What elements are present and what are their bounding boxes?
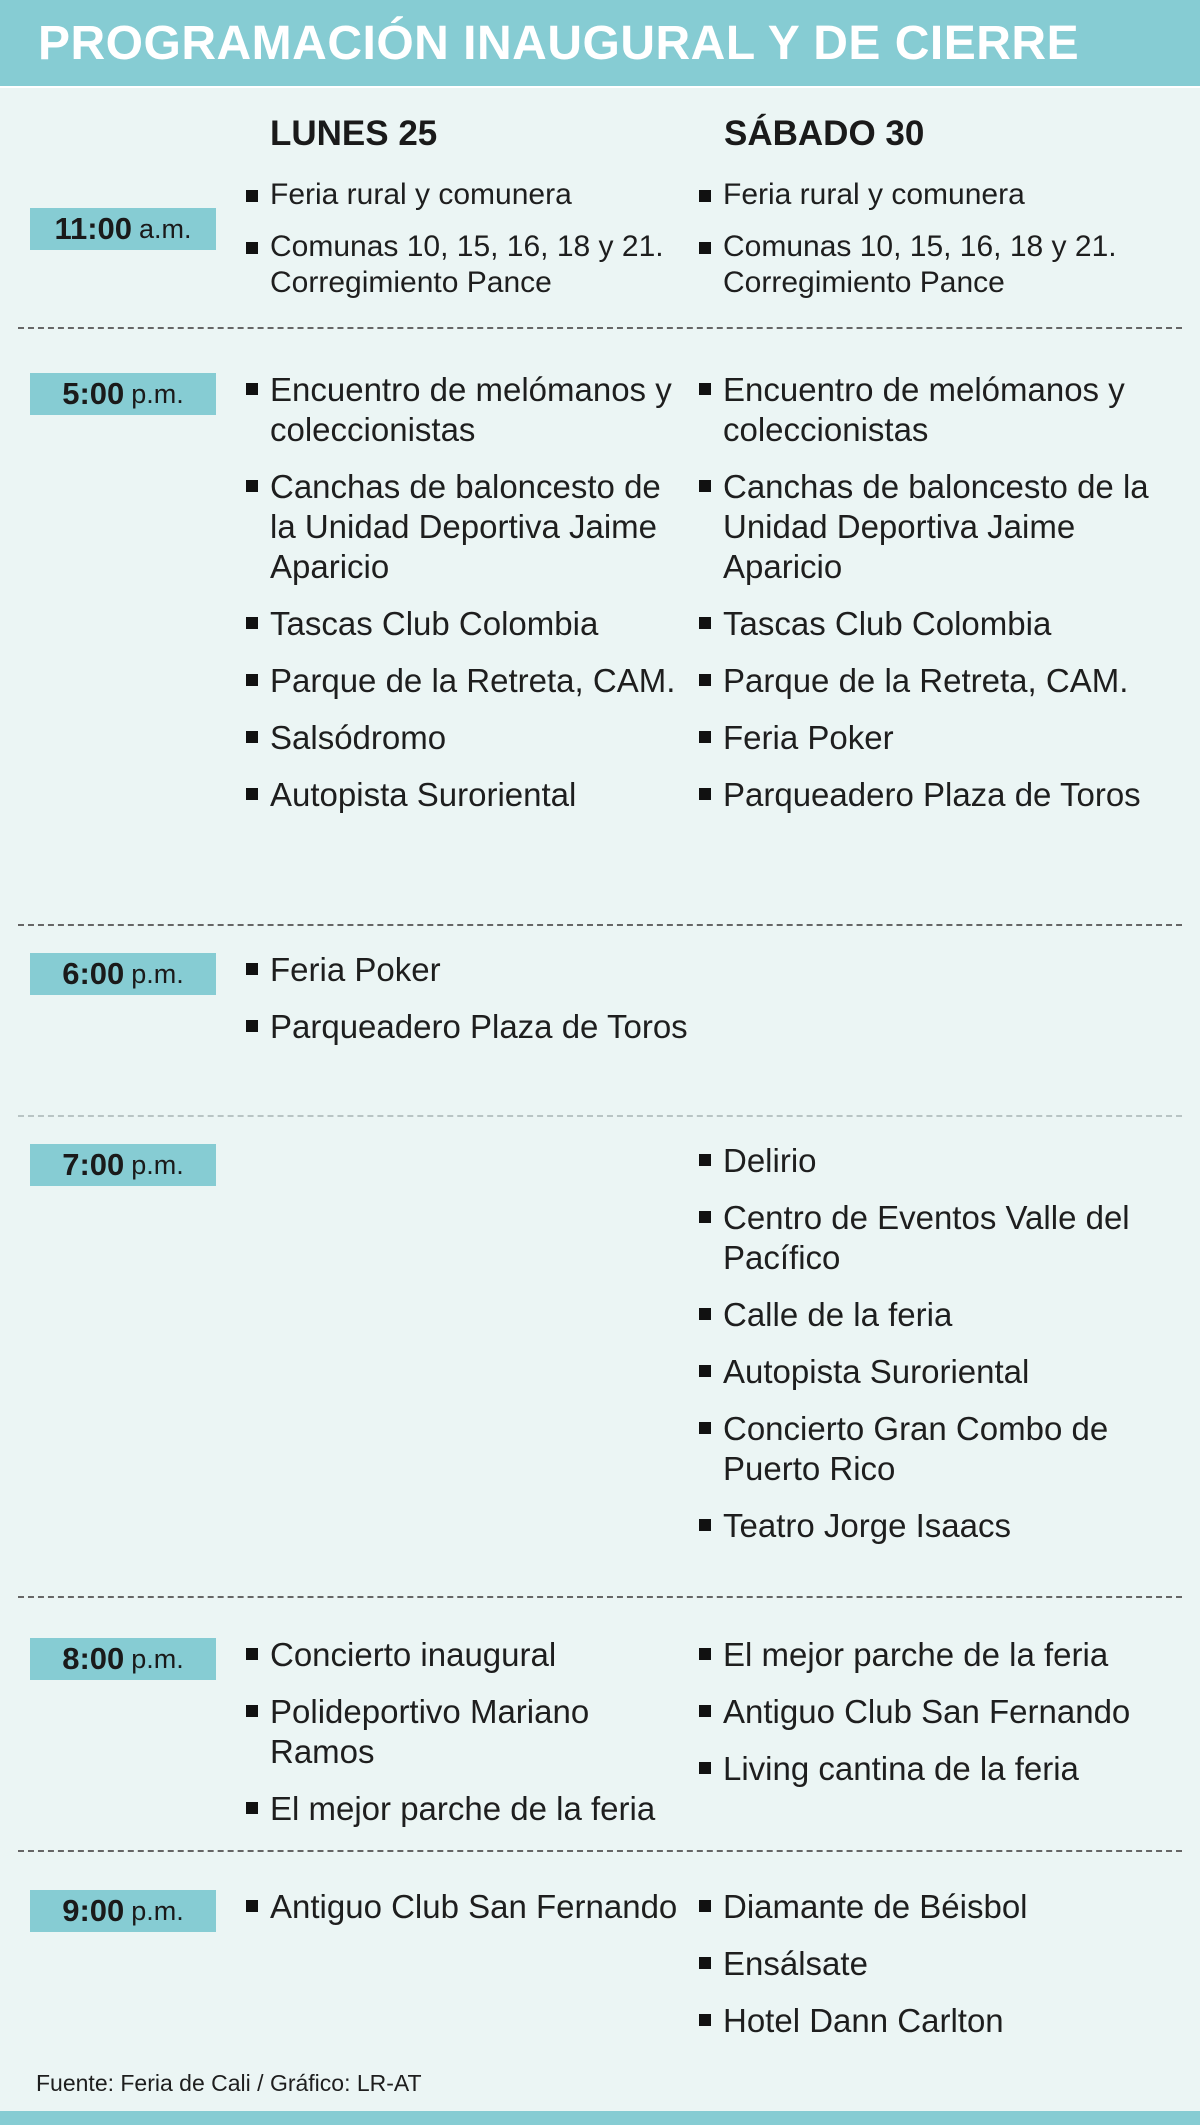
item-text: Antiguo Club San Fernando bbox=[723, 1693, 1131, 1730]
bullet-icon bbox=[699, 1365, 711, 1377]
bullet-icon bbox=[246, 1020, 258, 1032]
list-item bbox=[697, 1409, 1175, 1489]
divider bbox=[18, 1115, 1182, 1117]
events-list-saturday bbox=[697, 1887, 1175, 2058]
list-item bbox=[697, 1749, 1175, 1789]
events-list-monday bbox=[244, 177, 688, 317]
item-text: Concierto Gran Combo de Puerto Rico bbox=[723, 1410, 1109, 1487]
divider bbox=[18, 1850, 1182, 1852]
divider bbox=[18, 924, 1182, 926]
source-credit: Fuente: Feria de Cali / Gráfico: LR-AT bbox=[36, 2070, 422, 2096]
time-label: 9:00 bbox=[62, 1893, 125, 1928]
bullet-icon bbox=[246, 480, 258, 492]
ampm-label: p.m. bbox=[131, 1896, 184, 1926]
list-item bbox=[697, 177, 1175, 213]
item-text: Feria rural y comunera bbox=[723, 178, 1025, 211]
item-text: Diamante de Béisbol bbox=[723, 1888, 1028, 1925]
list-item bbox=[697, 467, 1175, 587]
item-text: Parqueadero Plaza de Toros bbox=[270, 1008, 688, 1045]
item-text: Autopista Suroriental bbox=[723, 1353, 1030, 1390]
time-badge bbox=[30, 1890, 216, 1932]
bullet-icon bbox=[699, 1519, 711, 1531]
ampm-label: p.m. bbox=[131, 379, 184, 409]
list-item bbox=[697, 229, 1175, 301]
item-text: Living cantina de la feria bbox=[723, 1750, 1079, 1787]
list-item bbox=[697, 1506, 1175, 1546]
item-text: Parque de la Retreta, CAM. bbox=[723, 662, 1129, 699]
list-item bbox=[697, 604, 1175, 644]
bullet-icon bbox=[246, 963, 258, 975]
list-item bbox=[697, 1352, 1175, 1392]
item-text: Feria Poker bbox=[270, 951, 441, 988]
ampm-label: p.m. bbox=[131, 959, 184, 989]
events-list-monday bbox=[244, 1887, 688, 1944]
list-item bbox=[244, 467, 688, 587]
list-item bbox=[244, 1692, 688, 1772]
item-text: Teatro Jorge Isaacs bbox=[723, 1507, 1011, 1544]
bullet-icon bbox=[699, 1648, 711, 1660]
item-text: Feria rural y comunera bbox=[270, 178, 572, 211]
time-badge bbox=[30, 1144, 216, 1186]
list-item bbox=[697, 661, 1175, 701]
bullet-icon bbox=[699, 617, 711, 629]
item-text: Encuentro de melómanos y coleccionistas bbox=[723, 371, 1125, 448]
list-item bbox=[244, 604, 688, 644]
list-item bbox=[697, 1295, 1175, 1335]
bullet-icon bbox=[699, 1705, 711, 1717]
ampm-label: p.m. bbox=[131, 1644, 184, 1674]
list-item bbox=[697, 718, 1175, 758]
events-list-monday bbox=[244, 370, 688, 832]
item-text: Comunas 10, 15, 16, 18 y 21. Corregimiento Pance bbox=[723, 230, 1117, 299]
time-label: 6:00 bbox=[62, 956, 125, 991]
item-text: Autopista Suroriental bbox=[270, 776, 577, 813]
list-item bbox=[244, 1635, 688, 1675]
bottom-bar bbox=[0, 2111, 1200, 2125]
list-item bbox=[244, 177, 688, 213]
list-item bbox=[697, 1635, 1175, 1675]
column-header-monday: LUNES 25 bbox=[270, 114, 438, 153]
item-text: Delirio bbox=[723, 1142, 817, 1179]
bullet-icon bbox=[699, 788, 711, 800]
bullet-icon bbox=[246, 788, 258, 800]
item-text: Centro de Eventos Valle del Pacífico bbox=[723, 1199, 1130, 1276]
bullet-icon bbox=[699, 1422, 711, 1434]
list-item bbox=[244, 775, 688, 815]
item-text: Parque de la Retreta, CAM. bbox=[270, 662, 676, 699]
item-text: Encuentro de melómanos y coleccionistas bbox=[270, 371, 672, 448]
item-text: Hotel Dann Carlton bbox=[723, 2002, 1004, 2039]
events-list-saturday bbox=[697, 370, 1175, 832]
item-text: Tascas Club Colombia bbox=[270, 605, 599, 642]
item-text: Ensálsate bbox=[723, 1945, 868, 1982]
item-text: Concierto inaugural bbox=[270, 1636, 557, 1673]
item-text: Feria Poker bbox=[723, 719, 894, 756]
bullet-icon bbox=[699, 1211, 711, 1223]
item-text: Polideportivo Mariano Ramos bbox=[270, 1693, 590, 1770]
bullet-icon bbox=[699, 480, 711, 492]
list-item bbox=[244, 661, 688, 701]
item-text: Salsódromo bbox=[270, 719, 447, 756]
bullet-icon bbox=[246, 674, 258, 686]
events-list-monday bbox=[244, 950, 688, 1064]
list-item bbox=[244, 950, 688, 990]
ampm-label: a.m. bbox=[139, 214, 192, 244]
time-label: 8:00 bbox=[62, 1641, 125, 1676]
time-label: 11:00 bbox=[54, 211, 133, 246]
list-item bbox=[697, 1944, 1175, 1984]
bullet-icon bbox=[699, 242, 711, 254]
page-title: PROGRAMACIÓN INAUGURAL Y DE CIERRE bbox=[38, 17, 1080, 70]
time-label: 7:00 bbox=[62, 1147, 125, 1182]
list-item bbox=[697, 1141, 1175, 1181]
bullet-icon bbox=[699, 731, 711, 743]
events-list-monday bbox=[244, 1635, 688, 1846]
list-item bbox=[697, 370, 1175, 450]
time-badge bbox=[30, 1638, 216, 1680]
list-item bbox=[697, 775, 1175, 815]
bullet-icon bbox=[246, 731, 258, 743]
item-text: Canchas de baloncesto de la Unidad Deportiva Jaime Aparicio bbox=[270, 468, 661, 585]
time-badge bbox=[30, 208, 216, 250]
events-list-saturday bbox=[697, 1141, 1175, 1563]
item-text: Antiguo Club San Fernando bbox=[270, 1888, 678, 1925]
list-item bbox=[697, 1198, 1175, 1278]
list-item bbox=[244, 1887, 688, 1927]
time-label: 5:00 bbox=[62, 376, 125, 411]
list-item bbox=[244, 229, 688, 301]
bullet-icon bbox=[246, 1648, 258, 1660]
bullet-icon bbox=[246, 190, 258, 202]
bullet-icon bbox=[699, 1154, 711, 1166]
list-item bbox=[697, 1692, 1175, 1732]
bullet-icon bbox=[246, 1802, 258, 1814]
bullet-icon bbox=[699, 190, 711, 202]
list-item bbox=[244, 1789, 688, 1829]
time-badge bbox=[30, 373, 216, 415]
bullet-icon bbox=[246, 383, 258, 395]
item-text: Tascas Club Colombia bbox=[723, 605, 1052, 642]
bullet-icon bbox=[699, 1957, 711, 1969]
events-list-saturday bbox=[697, 1635, 1175, 1806]
bullet-icon bbox=[246, 242, 258, 254]
list-item bbox=[244, 718, 688, 758]
bullet-icon bbox=[699, 1900, 711, 1912]
column-header-saturday: SÁBADO 30 bbox=[724, 114, 925, 153]
item-text: Canchas de baloncesto de la Unidad Deportiva Jaime Aparicio bbox=[723, 468, 1149, 585]
item-text: El mejor parche de la feria bbox=[723, 1636, 1109, 1673]
item-text: Comunas 10, 15, 16, 18 y 21. Corregimiento Pance bbox=[270, 230, 664, 299]
bullet-icon bbox=[246, 1900, 258, 1912]
bullet-icon bbox=[246, 617, 258, 629]
bullet-icon bbox=[246, 1705, 258, 1717]
item-text: Calle de la feria bbox=[723, 1296, 953, 1333]
time-badge bbox=[30, 953, 216, 995]
events-list-saturday bbox=[697, 177, 1175, 317]
title-bar bbox=[0, 0, 1200, 88]
list-item bbox=[244, 1007, 688, 1047]
bullet-icon bbox=[699, 1762, 711, 1774]
divider bbox=[18, 1596, 1182, 1598]
bullet-icon bbox=[699, 674, 711, 686]
bullet-icon bbox=[699, 1308, 711, 1320]
item-text: El mejor parche de la feria bbox=[270, 1790, 656, 1827]
list-item bbox=[244, 370, 688, 450]
list-item bbox=[697, 1887, 1175, 1927]
bullet-icon bbox=[699, 383, 711, 395]
bullet-icon bbox=[699, 2014, 711, 2026]
ampm-label: p.m. bbox=[131, 1150, 184, 1180]
item-text: Parqueadero Plaza de Toros bbox=[723, 776, 1141, 813]
divider bbox=[18, 327, 1182, 329]
list-item bbox=[697, 2001, 1175, 2041]
